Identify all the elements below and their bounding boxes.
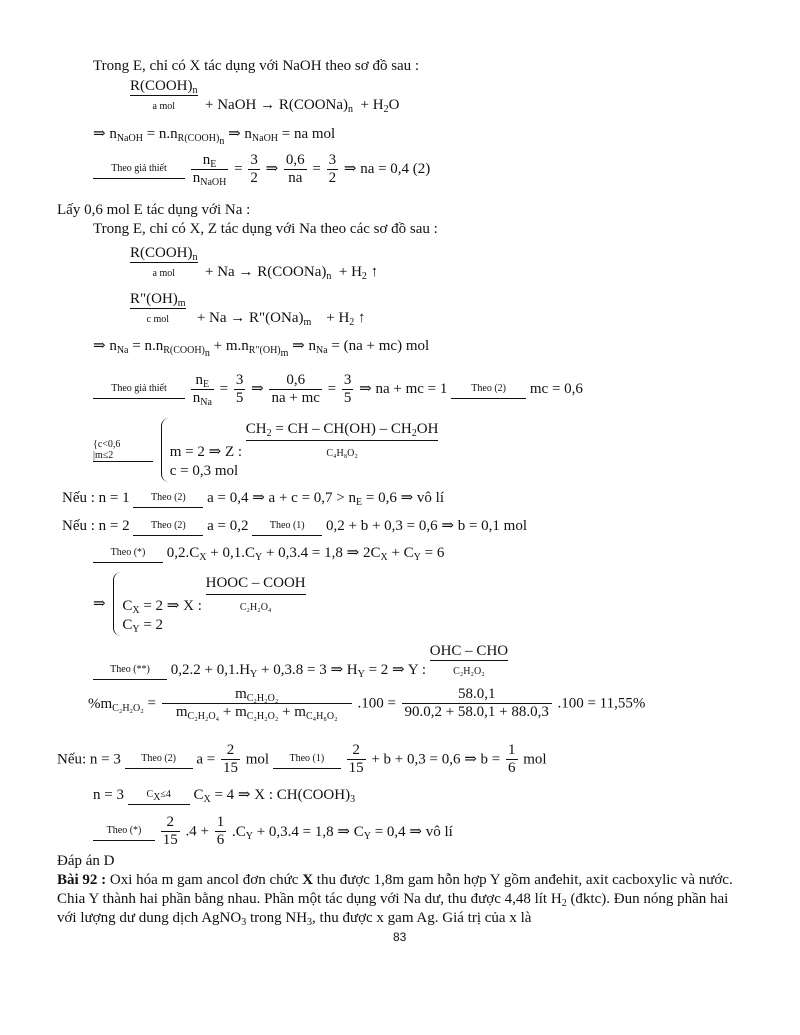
system-z: {c<0,6 |m≤2 m = 2 ⇒ Z : $CH_2$ = CH – $CH(OH) - CH_2OH$ C₄H₈O₂ c = 0,3 mol [93,418,438,482]
page-number: 83 [393,930,407,944]
case-n1: Nếu : n = 1 Theo (2) a = 0,4 ⇒ $a + c = 0,7 > n_E = 0,6$ ⇒ vô lí [62,490,444,508]
intro-line-naoh: Trong E, chỉ có X tác dụng với NaOH theo sơ đồ sau : [93,58,420,74]
case-n2: Nếu : n = 2 Theo (2) a = 0,2 Theo (1) 0,2 + b + 0,3 = 0,6 ⇒ b = 0,1 mol [62,517,527,536]
case-n3-cy: Theo (*) $\frac{2}{15}$ .4 + $\frac{1}{6}$ $.C_Y + 0,3.4 = 1,8$ ⇒ $C_Y = 0,4$ ⇒ vô lí [93,814,453,849]
hydrogen-equation: Theo (**) $0,2.2 + 0,1.H_Y + 0,3.8 = 3$ ⇒ $H_Y = 2$ ⇒ Y : OHC – CHO C₂H₂O₂ [93,642,508,681]
ratio-na-line: Theo giả thiết $\frac{n_E}{n_{Na}}$ = $\frac{3}{5}$ ⇒ $\frac{0,6}{na + mc}$ = $\frac{3}{5}$ ⇒ na + mc = 1 Theo (2) mc = 0,6 [93,372,583,407]
equation-x-naoh: $R(COOH)_n$ a mol + NaOH → $R(COONa)_n + H_2O$ [130,78,400,115]
ratio-naoh-line: Theo giả thiết $\frac{n_E}{n_{NaOH}}$ = $\frac{3}{2}$ ⇒ $\frac{0,6}{na}$ = $\frac{3}{2}$ ⇒ na = 0,4 (2) [93,152,430,187]
intro-line-na: Trong E, chỉ có X, Z tác dụng với Na theo các sơ đồ sau : [93,221,438,237]
problem-92: Bài 92 : Oxi hóa m gam ancol đơn chức X thu được 1,8m gam hỗn hợp Y gồm anđehit, axit cacboxylic và nước. Chia Y thành hai phần bằng nhau. Phần một tác dụng với Na dư, thu được 4,48 lít $H_2$ (đktc). Đun nóng phần hai với lượng dư dung dịch AgNO$_3$ trong $NH_3$, thu được x gam Ag. Giá trị của x là [57,872,733,928]
problem-label: Bài 92 : [57,872,107,888]
case-n3: Nếu: n = 3 Theo (2) a = $\frac{2}{15}$ mol Theo (1) $\frac{2}{15}$ + b + 0,3 = 0,6 ⇒ b = $\frac{1}{6}$ mol [57,742,547,776]
n-na-relation: ⇒ $n_{Na} = n.n_{R(COOH)_n} + m.n_{R"(OH)_m}$ ⇒ $n_{Na} = (na + mc)$ mol [93,338,430,359]
system-x: ⇒ $C_X = 2$ ⇒ X : HOOC – COOH C₂H₂O₄ $C_Y = 2$ [93,572,306,636]
equation-z-na: $R"(OH)_m$ c mol + $Na \to R"(ONa)_m$ + $H_2$ ↑ [130,291,366,328]
n-naoh-relation: ⇒ $n_{NaOH} = n.n_{R(COOH)_n}$ ⇒ $n_{NaOH}$ = na mol [93,126,336,147]
carbon-equation: Theo (*) $0,2.C_X + 0,1.C_Y + 0,3.4 = 1,8$ ⇒ $2C_X + C_Y = 6$ [93,544,444,563]
take-e-na-line: Lấy 0,6 mol E tác dụng với Na : [57,202,251,218]
answer-line: Đáp án D [57,853,115,869]
equation-x-na: $R(COOH)_n$ a mol + $Na \to R(COONa)_n + H_2$ ↑ [130,245,379,282]
case-n3-cx: n = 3 $C_X\le 4$ $C_X = 4$ ⇒ X : $CH(COOH)_3$ [93,787,356,805]
percentage-equation: $\%m_{C_2H_2O_2}$ = $\frac{m_{C_2H_2O_2}}{m_{C_2H_2O_4} + m_{C_2H_2O_2} + m_{C_4H_8O_2}}$ .100 = $\frac{58.0,1}{90.0,2 + 58.0,1 + 88.0,3}$ .100 = 11,55% [88,686,646,722]
